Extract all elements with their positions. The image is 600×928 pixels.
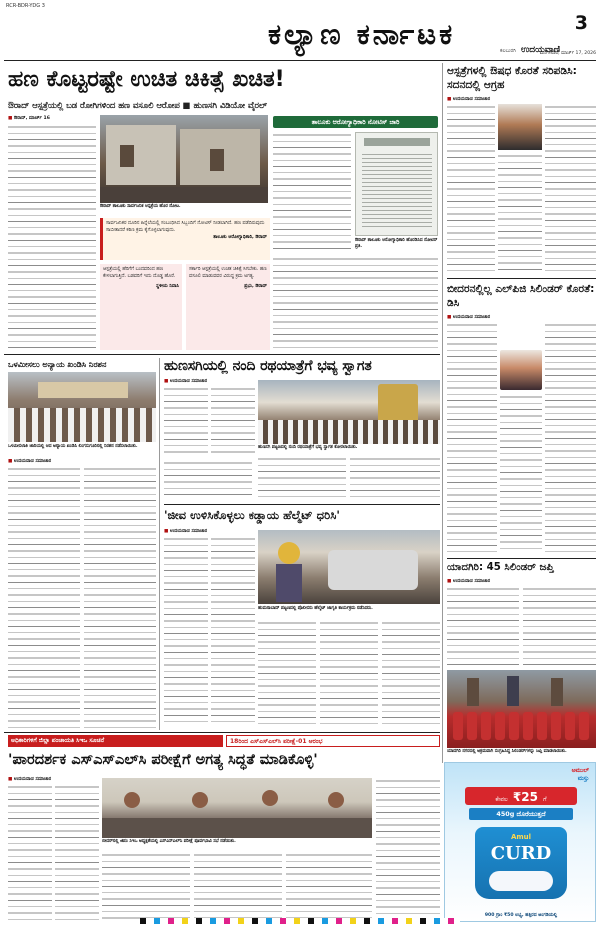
helmet-text-b: [211, 536, 255, 726]
right-top-portrait: [498, 104, 542, 150]
right-mid-text-a: [447, 322, 497, 554]
lead-text-col1: [8, 124, 96, 349]
exam-text-c: [102, 852, 190, 920]
center-story-headline: ಹುಣಸಗಿಯಲ್ಲಿ ನಂದಿ ರಥಯಾತ್ರೆಗೆ ಭವ್ಯ ಸ್ವಾಗತ: [164, 358, 372, 374]
right-bottom-byline: ■ ಉದಯವಾಣಿ ಸಮಾಚಾರ: [447, 578, 596, 584]
right-mid-portrait: [500, 350, 542, 390]
lead-dateline: ■ ಔರಾದ್‌, ಮಾರ್ಚ್ 16: [8, 115, 98, 121]
exam-text-e: [286, 852, 372, 920]
exam-text-f: [376, 778, 440, 920]
center-text-c: [164, 460, 252, 500]
right-top-text-a: [447, 104, 495, 272]
helmet-text-a: [164, 536, 208, 726]
right-bottom-text-b: [523, 586, 596, 666]
quote-box-left: [100, 264, 182, 350]
notice-document: [355, 132, 438, 236]
helmet-caption: ಹುಮನಾಬಾದ್ ಪಟ್ಟಣದಲ್ಲಿ ಪೊಲೀಸರು ಹೆಲ್ಮೆಟ್ ಜಾಗೃತಿ ಕಾರ್ಯಕ್ರಮ ನಡೆಸಿದರು.: [258, 606, 373, 611]
cylinder-caption: ಯಾದಗಿರಿ ನಗರದಲ್ಲಿ ಅಕ್ರಮವಾಗಿ ಸಂಗ್ರಹಿಸಿದ್ದ ಸಿಲಿಂಡರ್‌ಗಳನ್ನು ಜಪ್ತಿ ಮಾಡಲಾಯಿತು.: [447, 749, 567, 754]
issue-date: ಮಂಗಳವಾರ, ಮಾರ್ಚ್ 17, 2026: [539, 51, 596, 56]
quote-main-author: ತಾಲೂಕು ಆರೋಗ್ಯಾಧಿಕಾರಿ, ಔರಾದ್: [213, 235, 267, 241]
center-text-a: [164, 386, 208, 458]
left-story-headline: ಒಳಮೀಸಲು ಅನ್ಯಾಯ ಖಂಡಿಸಿ ನಿರಶನ: [8, 360, 107, 369]
amul-ad[interactable]: [444, 762, 596, 922]
ad-footer: 900 ಗ್ರಾಂ ₹50 ಲಭ್ಯ, ಹತ್ತಿರದ ಅಂಗಡಿಯಲ್ಲಿ: [484, 913, 558, 918]
exam-text-b: [55, 784, 99, 920]
brand-prefix: ಕಲಬುರಗಿ: [500, 48, 516, 54]
masthead: ಕಲ್ಯಾಣ ಕರ್ನಾಟಕ: [268, 17, 456, 51]
right-top-byline: ■ ಉದಯವಾಣಿ ಸಮಾಚಾರ: [447, 96, 596, 102]
ad-product-name: CURD: [490, 843, 552, 864]
ad-price-post: ಗೆ: [543, 796, 547, 803]
notice-caption: ಔರಾದ್ ತಾಲೂಕು ಆರೋಗ್ಯಾಧಿಕಾರಿ ಹೊರಡಿಸಿದ ನೋಟಿಸ್ ಪ್ರತಿ.: [355, 238, 438, 249]
quote-right-text: ಸರ್ಕಾರಿ ಆಸ್ಪತ್ರೆಯಲ್ಲಿ ಉಚಿತ ಚಿಕಿತ್ಸೆ ಸಿಗಬೇಕು. ಹಣ ವಸೂಲಿ ಮಾಡುವವರ ವಿರುದ್ಧ ಕ್ರಮ ಅಗತ್ಯ.: [189, 267, 267, 279]
helmet-text-c: [258, 620, 316, 726]
page-number: 3: [574, 12, 588, 34]
col-divider-left: [159, 358, 160, 730]
left-story-text-a: [8, 466, 80, 728]
rath-caption: ಹುಣಸಗಿ ಪಟ್ಟಣದಲ್ಲಿ ನಂದಿ ರಥಯಾತ್ರೆಗೆ ಭವ್ಯ ಸ್ವಾಗತ ಕೋರಲಾಯಿತು.: [258, 445, 358, 450]
lead-text-col3: [273, 132, 351, 252]
helmet-rule: [164, 504, 440, 505]
center-text-d: [258, 456, 346, 500]
right-mid-headline: ಬೀದರನಲ್ಲಿಲ್ಲ ಎಲ್‌ಪಿಜಿ ಸಿಲಿಂಡರ್ ಕೊರತೆ: ಡಿಸಿ: [447, 283, 595, 309]
ad-price-pre: ಕೇವಲ: [495, 796, 508, 803]
brand-name: ಉದಯವಾಣಿ: [520, 45, 561, 55]
left-story-byline: ■ ಉದಯವಾಣಿ ಸಮಾಚಾರ: [8, 458, 156, 464]
helmet-text-d: [320, 620, 378, 726]
right-bottom-text-a: [447, 586, 519, 666]
lead-headline: ಹಣ ಕೊಟ್ಟರಷ್ಟೇ ಉಚಿತ ಚಿಕಿತ್ಸೆ ಖಚಿತ!: [8, 67, 285, 92]
exam-headline: 'ಪಾರದರ್ಶಕ ಎಸ್ಎಸ್ಎಲ್‌ಸಿ ಪರೀಕ್ಷೆಗೆ ಅಗತ್ಯ ಸಿದ್ಧತೆ ಮಾಡಿಕೊಳ್ಳಿ': [8, 751, 318, 768]
ad-curd-tub: [475, 827, 567, 899]
right-rule-1: [447, 278, 596, 279]
quote-left-text: ಆಸ್ಪತ್ರೆಯಲ್ಲಿ ಹೆರಿಗೆಗೆ ಬಂದವರಿಂದ ಹಣ ಕೇಳಲಾಗುತ್ತಿದೆ. ಬಡವರಿಗೆ ಇದು ದೊಡ್ಡ ಹೊರೆ.: [103, 267, 176, 279]
right-bottom-headline: ಯಾದಗಿರಿ: 45 ಸಿಲಿಂಡರ್ ಜಪ್ತಿ: [447, 562, 554, 573]
exam-kicker: ಅಧಿಕಾರಿಗಳಿಗೆ ಜಿಲ್ಲಾ ಪಂಚಾಯತಿ ಸಿಇಒ ಸೂಚನೆ: [8, 735, 223, 747]
quote-box-right: [186, 264, 270, 350]
right-top-text-b: [545, 104, 596, 272]
center-text-e: [350, 456, 440, 500]
lead-photo: [100, 115, 268, 203]
rath-photo: [258, 380, 440, 444]
quote-right-author: ಪ್ರಭು, ಔರಾದ್: [244, 284, 267, 290]
ad-brand-sub: ಮಸ್ತು: [577, 775, 589, 782]
helmet-byline: ■ ಉದಯವಾಣಿ ಸಮಾಚಾರ: [164, 528, 254, 534]
quote-box-main: [100, 218, 270, 260]
right-rule-2: [447, 558, 596, 559]
helmet-headline: 'ಜೀವ ಉಳಿಸಿಕೊಳ್ಳಲು ಕಡ್ಡಾಯ ಹೆಲ್ಮೆಟ್ ಧರಿಸಿ': [164, 508, 340, 522]
exam-rule: [4, 732, 440, 733]
midband-rule: [4, 354, 440, 355]
notice-tag: ತಾಲೂಕು ಆರೋಗ್ಯಾಧಿಕಾರಿ ನೋಟಿಸ್ ಜಾರಿ: [273, 116, 438, 128]
exam-photo: [102, 778, 372, 838]
ad-brand-top: ಅಮುಲ್: [571, 767, 589, 774]
exam-text-a: [8, 784, 52, 920]
right-mid-text-c: [500, 394, 542, 554]
exam-byline: ■ ಉದಯವಾಣಿ ಸಮಾಚಾರ: [8, 776, 98, 782]
right-mid-byline: ■ ಉದಯವಾಣಿ ಸಮಾಚಾರ: [447, 314, 596, 320]
exam-text-d: [194, 852, 282, 920]
edition-code: RCR-BDR-YDG 3: [6, 3, 45, 9]
protest-photo: [8, 372, 156, 442]
lead-photo-caption: ಔರಾದ್ ತಾಲೂಕು ಸಾರ್ವಜನಿಕ ಆಸ್ಪತ್ರೆಯ ಹೊರ ನೋಟ.: [100, 204, 181, 209]
center-story-byline: ■ ಉದಯವಾಣಿ ಸಮಾಚಾರ: [164, 378, 254, 384]
exam-caption: ಬೀದರ್‌ನಲ್ಲಿ ಜಿಪಂ ಸಿಇಒ ಅಧ್ಯಕ್ಷತೆಯಲ್ಲಿ ಎಸ್ಎಸ್ಎಲ್‌ಸಿ ಪರೀಕ್ಷೆ ಪೂರ್ವಭಾವಿ ಸಭೆ ನಡೆಯಿತು.: [102, 839, 236, 844]
ad-product-brand: Amul: [510, 833, 532, 841]
protest-caption: ಒಳಮೀಸಲಾತಿ ಜಾರಿಯಲ್ಲಿ ಆದ ಅನ್ಯಾಯ ಖಂಡಿಸಿ ಲಿಂಗಸುಗೂರಿನಲ್ಲಿ ನಿರಶನ ನಡೆಸಲಾಯಿತು.: [8, 444, 138, 449]
right-top-headline: ಆಸ್ಪತ್ರೆಗಳಲ್ಲಿ ಔಷಧ ಕೊರತೆ ಸರಿಪಡಿಸಿ: ಸದನದಲ್ಲಿ ಆಗ್ರಹ: [447, 65, 577, 91]
ad-price-badge: [465, 787, 577, 805]
center-text-b: [211, 386, 255, 458]
right-mid-text-b: [545, 322, 596, 554]
ad-weight: 450g ದೊರೆಯುತ್ತದೆ: [469, 808, 573, 820]
right-top-text-c: [498, 153, 542, 272]
exam-kicker-2: 18ರಿಂದ ಎಸ್ಎಸ್ಎಲ್‌ಸಿ ಪರೀಕ್ಷೆ-01 ಆರಂಭ: [226, 735, 440, 747]
cylinder-photo: [447, 670, 596, 748]
helmet-photo: [258, 530, 440, 604]
left-story-text-b: [84, 466, 156, 728]
header-rule: [4, 60, 596, 61]
ad-price: ₹25: [512, 790, 538, 804]
helmet-text-e: [382, 620, 440, 726]
color-registration-bar: [140, 918, 460, 924]
lead-subhead: ಔರಾದ್ ಆಸ್ಪತ್ರೆಯಲ್ಲಿ ಬಡ ರೋಗಿಗಳಿಂದ ಹಣ ವಸೂಲಿ ಆರೋಪ ■ ಹುಣಸಗಿ ವಿಡಿಯೋ ವೈರಲ್: [8, 100, 268, 110]
quote-main-text: ಸಾರ್ವಜನಿಕರ ದೂರಿನ ಹಿನ್ನೆಲೆಯಲ್ಲಿ ಸಂಬಂಧಿಸಿದ ಸಿಬ್ಬಂದಿಗೆ ನೋಟಿಸ್ ನೀಡಲಾಗಿದೆ. ಹಣ ಪಡೆದಿರುವುದು ಸಾಬೀತಾದರೆ ಕಠಿಣ ಕ್ರಮ ಕೈಗೊಳ್ಳಲಾಗುವುದು.: [106, 221, 265, 233]
lead-text-col4: [273, 256, 438, 350]
quote-left-author: ಸ್ಥಳೀಯ ನಿವಾಸಿ: [156, 284, 179, 290]
right-divider: [442, 63, 443, 763]
